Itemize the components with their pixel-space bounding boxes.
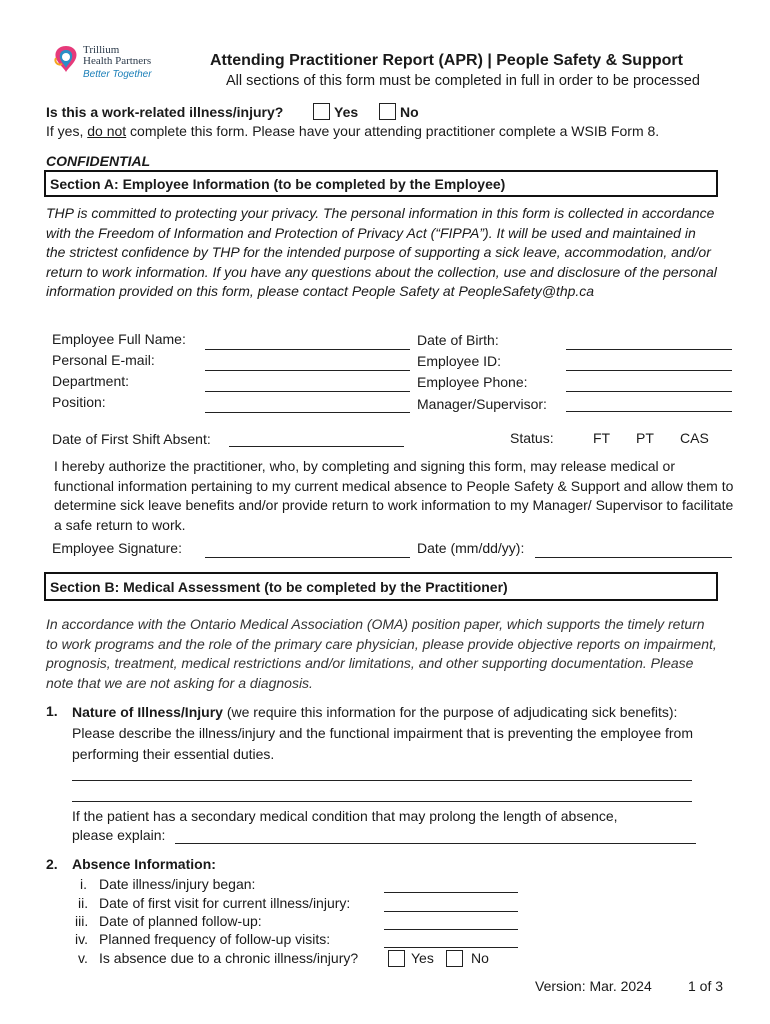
work-related-yes-label: Yes bbox=[334, 104, 359, 120]
label-status: Status: bbox=[510, 430, 554, 446]
label-employee-id: Employee ID: bbox=[417, 353, 502, 369]
first-visit-field[interactable] bbox=[384, 911, 518, 912]
q1-title: Nature of Illness/Injury bbox=[72, 704, 223, 720]
section-a-header bbox=[44, 170, 718, 197]
label-date-of-birth: Date of Birth: bbox=[417, 332, 499, 348]
date-of-birth-field[interactable] bbox=[566, 349, 732, 350]
logo-tagline: Better Together bbox=[83, 69, 152, 80]
personal-email-field[interactable] bbox=[205, 370, 410, 371]
q2-item-num: ii. bbox=[78, 895, 89, 911]
q2-item-label: Date of planned follow-up: bbox=[99, 913, 262, 929]
secondary-condition-text: If the patient has a secondary medical condition that may prolong the length of absence, bbox=[72, 808, 618, 824]
q2-title: Absence Information: bbox=[72, 856, 216, 872]
section-a-title: Section A: Employee Information (to be completed by the Employee) bbox=[50, 176, 506, 192]
work-related-no-label: No bbox=[400, 104, 419, 120]
q1-answer-line-2[interactable] bbox=[72, 801, 692, 802]
employee-signature-field[interactable] bbox=[205, 557, 410, 558]
chronic-no-checkbox[interactable] bbox=[446, 950, 463, 967]
planned-followup-field[interactable] bbox=[384, 929, 518, 930]
status-option-ft[interactable]: FT bbox=[593, 430, 611, 446]
q2-item-num: iv. bbox=[75, 931, 88, 947]
label-employee-phone: Employee Phone: bbox=[417, 374, 528, 390]
status-option-pt[interactable]: PT bbox=[636, 430, 654, 446]
department-field[interactable] bbox=[205, 391, 410, 392]
trillium-icon bbox=[52, 44, 80, 74]
illness-began-field[interactable] bbox=[384, 892, 518, 893]
chronic-no-label: No bbox=[471, 950, 489, 966]
followup-frequency-field[interactable] bbox=[384, 947, 518, 948]
label-full-name: Employee Full Name: bbox=[52, 331, 186, 347]
employee-phone-field[interactable] bbox=[566, 391, 732, 392]
wsib-note bbox=[46, 123, 659, 139]
page-title: Attending Practitioner Report (APR) | People Safety & Support bbox=[210, 52, 683, 69]
employee-id-field[interactable] bbox=[566, 370, 732, 371]
q2-item-label: Date illness/injury began: bbox=[99, 876, 256, 892]
signature-date-field[interactable] bbox=[535, 557, 732, 558]
chronic-yes-checkbox[interactable] bbox=[388, 950, 405, 967]
secondary-condition-label: please explain: bbox=[72, 827, 166, 843]
section-b-title: Section B: Medical Assessment (to be completed by the Practitioner) bbox=[50, 579, 508, 595]
version-label: Version: Mar. 2024 bbox=[535, 978, 652, 994]
q2-item-num: v. bbox=[78, 950, 88, 966]
q2-item-label: Is absence due to a chronic illness/injury? bbox=[99, 950, 359, 966]
label-personal-email: Personal E-mail: bbox=[52, 352, 155, 368]
authorization-statement: I hereby authorize the practitioner, who, by completing and signing this form, may release medical or functional information pertaining to my current medical absence to People Safety & Support and allow them to determine sick leave benefits and/or provide return to work information to my Manager/ Supervisor to facilitate a safe return to work. bbox=[54, 458, 734, 533]
status-option-cas[interactable]: CAS bbox=[680, 430, 709, 446]
secondary-condition-field[interactable] bbox=[175, 843, 696, 844]
q2-item-num: i. bbox=[80, 876, 87, 892]
q2-number: 2. bbox=[46, 856, 58, 872]
label-first-shift-absent: Date of First Shift Absent: bbox=[52, 431, 211, 447]
label-manager: Manager/Supervisor: bbox=[417, 396, 547, 412]
first-shift-absent-field[interactable] bbox=[229, 446, 404, 447]
section-b-intro: In accordance with the Ontario Medical Association (OMA) position paper, which supports the timely return to work programs and the role of the primary care physician, please provide objective reports on impairment, prognosis, treatment, medical restrictions and/or limitations, and other supporting documentation. Please note that we are not asking for a diagnosis. bbox=[46, 616, 717, 691]
full-name-field[interactable] bbox=[205, 349, 410, 350]
q1-number: 1. bbox=[46, 703, 58, 719]
manager-field[interactable] bbox=[566, 411, 732, 412]
wsib-note-emphasis: do not bbox=[87, 123, 127, 139]
q1-text bbox=[72, 702, 702, 765]
section-b-header bbox=[44, 572, 718, 601]
q2-item-num: iii. bbox=[75, 913, 89, 929]
work-related-question: Is this a work-related illness/injury? bbox=[46, 104, 284, 120]
trillium-logo bbox=[52, 44, 172, 88]
chronic-yes-label: Yes bbox=[411, 950, 434, 966]
label-department: Department: bbox=[52, 373, 130, 389]
q2-item-label: Planned frequency of follow-up visits: bbox=[99, 931, 331, 947]
wsib-note-suffix: complete this form. Please have your attending practitioner complete a WSIB Form 8. bbox=[126, 123, 660, 139]
label-position: Position: bbox=[52, 394, 106, 410]
work-related-no-checkbox[interactable] bbox=[379, 103, 396, 120]
privacy-statement: THP is committed to protecting your privacy. The personal information in this form is collected in accordance with the Freedom of Information and Protection of Privacy Act (“FIPPA”). It will be used and maintained in the strictest confidence by THP for the intended purpose of supporting a sick leave, accommodation, and/or return to work information. If you have any questions about the collection, use and disclosure of the personal information provided on this form, please contact People Safety at PeopleSafety@thp.ca bbox=[46, 205, 717, 299]
logo-line2: Health Partners bbox=[83, 55, 152, 67]
label-signature-date: Date (mm/dd/yy): bbox=[417, 540, 525, 556]
page-subtitle: All sections of this form must be completed in full in order to be processed bbox=[226, 73, 700, 89]
logo-line1: Trillium bbox=[83, 44, 120, 56]
page-number: 1 of 3 bbox=[688, 978, 724, 994]
q2-item-label: Date of first visit for current illness/injury: bbox=[99, 895, 351, 911]
confidential-label: CONFIDENTIAL bbox=[46, 153, 151, 169]
q1-answer-line-1[interactable] bbox=[72, 780, 692, 781]
work-related-yes-checkbox[interactable] bbox=[313, 103, 330, 120]
wsib-note-prefix: If yes, bbox=[46, 123, 88, 139]
position-field[interactable] bbox=[205, 412, 410, 413]
q1-description: (we require this information for the purpose of adjudicating sick benefits): Please describe the illness/injury and the functional impairment that is preventing the employee from performing their essential duties. bbox=[72, 704, 693, 762]
label-employee-signature: Employee Signature: bbox=[52, 540, 182, 556]
